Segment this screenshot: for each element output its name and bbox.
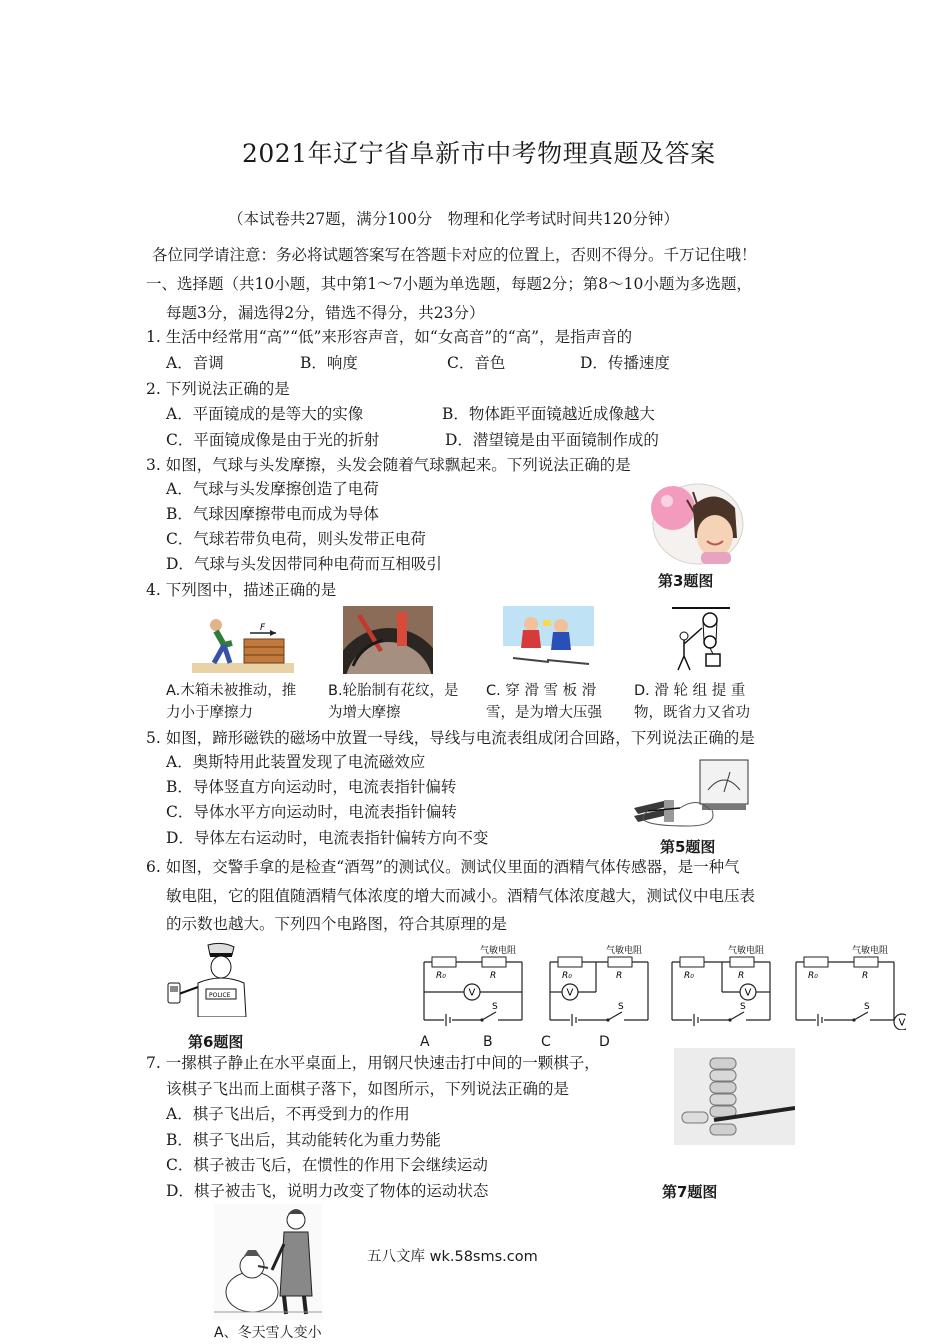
switch-lever: [730, 1012, 744, 1020]
skiing-image: [503, 606, 594, 670]
q1-option-d: D．传播速度: [580, 354, 670, 372]
resistor-r0: [432, 957, 456, 967]
svg-text:POLICE: POLICE: [209, 992, 231, 999]
q6-line1: 6. 如图，交警手拿的是检查“酒驾”的测试仪。测试仪里面的酒精气体传感器，是一种气: [146, 858, 740, 876]
q7-line1: 7. 一摞棋子静止在水平桌面上，用钢尺快速击打中间的一颗棋子，: [146, 1054, 600, 1072]
notice: 各位同学请注意：务必将试题答案写在答题卡对应的位置上，否则不得分。千万记住哦！: [152, 246, 757, 264]
sensor-label: 气敏电阻: [480, 946, 517, 956]
switch-label: S: [492, 1002, 498, 1012]
q6-line2: 敏电阻，它的阻值随酒精气体浓度的增大而减小。酒精气体浓度越大，测试仪中电压表: [166, 887, 756, 905]
q7-option-d: D．棋子被击飞，说明力改变了物体的运动状态: [166, 1182, 489, 1200]
q2-stem: 2. 下列说法正确的是: [146, 380, 290, 398]
q6-label-c: C: [541, 1034, 551, 1050]
r0-label: R₀: [436, 971, 446, 981]
sensor-label: 气敏电阻: [606, 946, 643, 956]
q6-label-d: D: [599, 1034, 610, 1050]
q4-caption-d: D. 滑 轮 组 提 重 物，既省力又省功: [634, 683, 750, 721]
q4-caption-a: A.木箱未被推动，推力小于摩擦力: [166, 683, 297, 721]
pulley-image: [668, 606, 734, 674]
q7-figure-caption: 第7题图: [662, 1183, 718, 1201]
sensor-label: 气敏电阻: [852, 946, 889, 956]
q5-option-d: D．导体左右运动时，电流表指针偏转方向不变: [166, 829, 489, 847]
chess-stack-image: [674, 1048, 795, 1145]
svg-text:F: F: [260, 623, 266, 633]
q3-option-c: C．气球若带负电荷，则头发带正电荷: [166, 530, 426, 548]
q6-line3: 的示数也越大。下列四个电路图，符合其原理的是: [166, 915, 508, 933]
q5-stem: 5. 如图，蹄形磁铁的磁场中放置一导线，导线与电流表组成闭合回路，下列说法正确的是: [146, 729, 755, 747]
balloon-girl-image: [643, 478, 747, 566]
sensor-label: 气敏电阻: [728, 946, 765, 956]
q5-option-b: B．导体竖直方向运动时，电流表指针偏转: [166, 778, 457, 796]
q3-option-a: A．气球与头发摩擦创造了电荷: [166, 480, 379, 498]
q5-figure-caption: 第5题图: [660, 838, 716, 856]
resistor-r: [482, 957, 506, 967]
resistor-r0: [804, 957, 828, 967]
q5-option-c: C．导体水平方向运动时，电流表指针偏转: [166, 803, 457, 821]
r0-label: R₀: [562, 971, 572, 981]
switch-label: S: [864, 1002, 870, 1012]
q2-option-d: D．潜望镜是由平面镜制作成的: [445, 431, 659, 449]
q1-option-a: A．音调: [166, 354, 224, 372]
q2-option-b: B．物体距平面镜越近成像越大: [442, 405, 655, 423]
r-label: R: [616, 971, 623, 981]
switch-label: S: [618, 1002, 624, 1012]
switch-lever: [608, 1012, 622, 1020]
exam-subtitle: （本试卷共27题，满分100分 物理和化学考试时间共120分钟）: [228, 210, 679, 228]
resistor-r: [730, 957, 754, 967]
q4-caption-c: C. 穿 滑 雪 板 滑 雪，是为增大压强: [486, 683, 602, 721]
q2-option-a: A．平面镜成的是等大的实像: [166, 405, 364, 423]
snowman-image: [214, 1204, 322, 1320]
voltmeter-label: V: [898, 1017, 906, 1029]
q3-stem: 3. 如图，气球与头发摩擦，头发会随着气球飘起来。下列说法正确的是: [146, 456, 631, 474]
voltmeter-label: V: [468, 987, 476, 999]
r-label: R: [490, 971, 497, 981]
q6-label-a: A: [420, 1034, 430, 1050]
q7-line2: 该棋子飞出而上面棋子落下，如图所示，下列说法正确的是: [166, 1080, 570, 1098]
q3-option-d: D．气球与头发因带同种电荷而互相吸引: [166, 555, 442, 573]
voltmeter-label: V: [566, 987, 574, 999]
switch-label: S: [740, 1002, 746, 1012]
q8-caption-a: A、冬天雪人变小: [214, 1325, 322, 1341]
q6-circuit-diagrams: [422, 938, 906, 1030]
resistor-r0: [558, 957, 582, 967]
q7-option-b: B．棋子飞出后，其动能转化为重力势能: [166, 1131, 441, 1149]
voltmeter-label: V: [744, 987, 752, 999]
q2-option-c: C．平面镜成像是由于光的折射: [166, 431, 380, 449]
switch-lever: [482, 1012, 496, 1020]
push-box-image: [192, 613, 294, 673]
q1-stem: 1. 生活中经常用“高”“低”来形容声音，如“女高音”的“高”，是指声音的: [146, 328, 633, 346]
r0-label: R₀: [684, 971, 694, 981]
q6-figure-caption: 第6题图: [188, 1033, 244, 1051]
bicycle-tire-image: [343, 606, 433, 674]
r-label: R: [738, 971, 745, 981]
q4-stem: 4. 下列图中，描述正确的是: [146, 581, 337, 599]
q6-label-b: B: [483, 1034, 493, 1050]
switch-lever: [854, 1012, 868, 1020]
page-title: 2021年辽宁省阜新市中考物理真题及答案: [242, 139, 716, 168]
footer-watermark: 五八文库 wk.58sms.com: [367, 1249, 538, 1265]
resistor-r: [854, 957, 878, 967]
q4-caption-b: B.轮胎制有花纹，是为增大摩擦: [328, 683, 459, 721]
q3-figure-caption: 第3题图: [658, 572, 714, 590]
q7-option-a: A．棋子飞出后，不再受到力的作用: [166, 1105, 410, 1123]
q3-option-b: B．气球因摩擦带电而成为导体: [166, 505, 379, 523]
magnet-ammeter-image: [628, 756, 776, 832]
q5-option-a: A．奥斯特用此装置发现了电流磁效应: [166, 753, 426, 771]
section-heading-line1: 一、选择题（共10小题，其中第1～7小题为单选题，每题2分；第8～10小题为多选题，: [146, 275, 752, 293]
section-heading-line2: 每题3分，漏选得2分，错选不得分，共23分）: [166, 304, 485, 322]
q1-option-b: B．响度: [300, 354, 358, 372]
q7-option-c: C．棋子被击飞后，在惯性的作用下会继续运动: [166, 1156, 488, 1174]
traffic-police-image: [162, 939, 254, 1017]
r-label: R: [862, 971, 869, 981]
resistor-r0: [680, 957, 704, 967]
q1-option-c: C．音色: [447, 354, 506, 372]
r0-label: R₀: [808, 971, 818, 981]
resistor-r: [608, 957, 632, 967]
